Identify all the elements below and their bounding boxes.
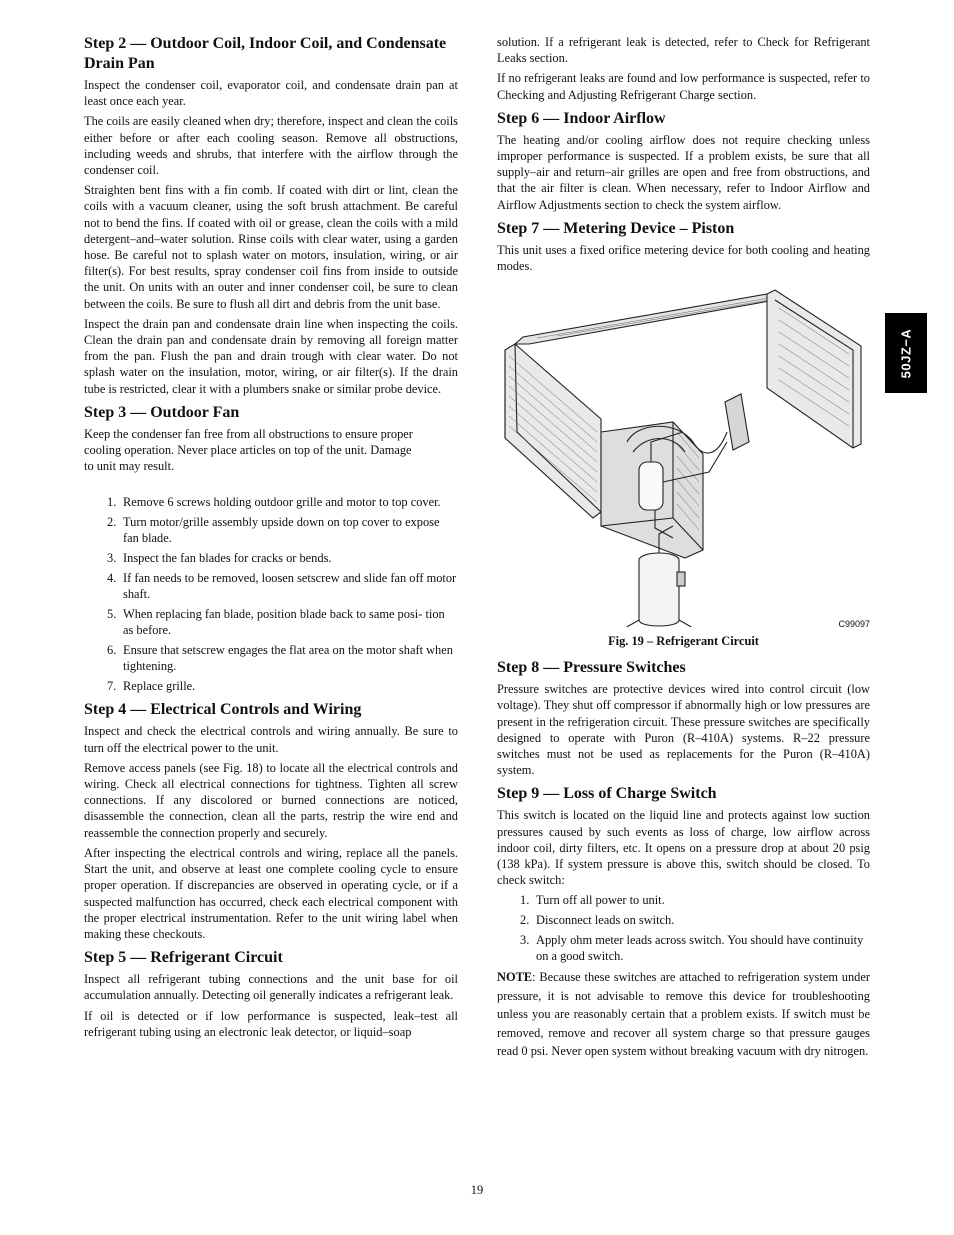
step2-paragraph-1: Inspect the condenser coil, evaporator coil, and condensate drain pan at least once each year. xyxy=(84,78,458,109)
step9-list xyxy=(497,892,870,964)
step3-paragraph-1: Keep the condenser fan free from all obstructions to ensure proper cooling operation. Never place articles on top of the unit. Damage to unit may result. xyxy=(84,426,413,474)
step2-paragraph-3: Straighten bent fins with a fin comb. If coated with dirt or lint, clean the coils with a vacuum cleaner, using the soft brush attachment. Be careful not to bend the fins. If coated with oil or grease, clean the coils with a mild detergent–and–water solution. Rinse coils with clear water, using a garden hose. Be careful not to splash water on motors, insulation, wiring, or air filter(s). For best results, spray condenser coil fins from inside to outside the unit. On units with an outer and inner condenser coil, be sure to clean between the coils. Be sure to flush all dirt and debris from the unit base. xyxy=(84,183,458,311)
note-label: NOTE xyxy=(497,970,533,985)
step3-list xyxy=(84,494,458,694)
step6-paragraph-1: The heating and/or cooling airflow does not require checking unless improper performance is suspected. If a problem exists, be sure that all supply–air and return–air grilles are open and free from obstructions, and that the air filter is clean. When necessary, refer to Indoor Airflow and Airflow Adjustments section to check the system airflow. xyxy=(497,132,870,212)
step8-paragraph-1: Pressure switches are protective devices wired into control circuit (low voltage). They shut off compressor if abnormally high or low pressures are present in the refrigeration circuit. These pressure switches are specifically designed to operate with Puron (R–410A) systems. R–22 pressure switches must not be used as replacements for the Puron (R–410A) system. xyxy=(497,682,870,778)
step5-paragraph-2-continued: solution. If a refrigerant leak is detected, refer to Check for Refrigerant Leaks section. xyxy=(497,35,870,66)
step5-heading: Step 5 — Refrigerant Circuit xyxy=(84,949,283,967)
step3-heading: Step 3 — Outdoor Fan xyxy=(84,403,240,421)
step4-paragraph-3: After inspecting the electrical controls and wiring, replace all the panels. Start the unit, and observe at least one complete cooling cycle to ensure proper operation. If discrepancies are observed in operating cycle, or if a suspected malfunction has occurred, check each electrical component with the proper electrical instrumentation. Refer to the unit wiring label when making these checkouts. xyxy=(84,845,458,941)
step2-paragraph-2: The coils are easily cleaned when dry; therefore, inspect and clean the coils either before or after each cooling season. Remove all obstructions, including weeds and shrubs, that interfere with the airflow through the condenser coil. xyxy=(84,114,458,178)
model-label: 50JZ−A xyxy=(898,328,914,378)
step7-paragraph-1: This unit uses a fixed orifice metering device for both cooling and heating modes. xyxy=(497,242,870,274)
step5-paragraph-3: If no refrigerant leaks are found and low performance is suspected, refer to Checking and Adjusting Refrigerant Charge section. xyxy=(497,71,870,102)
step5-paragraph-2: If oil is detected or if low performance is suspected, leak–test all refrigerant tubing using an electronic leak detector, or liquid–soap xyxy=(84,1008,458,1039)
refrigerant-circuit-illustration xyxy=(497,282,870,630)
left-column xyxy=(84,34,458,1044)
list-item: 2. Turn motor/grille assembly upside down on top cover to expose fan blade. xyxy=(107,515,440,546)
step4-paragraph-1: Inspect and check the electrical controls and wiring annually. Be sure to turn off the electrical power to the unit. xyxy=(84,724,458,755)
step9-heading: Step 9 — Loss of Charge Switch xyxy=(497,785,717,803)
step6-heading: Step 6 — Indoor Airflow xyxy=(497,109,666,127)
step4-heading: Step 4 — Electrical Controls and Wiring xyxy=(84,701,362,719)
list-item: 4. If fan needs to be removed, loosen setscrew and slide fan off motor shaft. xyxy=(107,571,457,602)
list-item: 1. Turn off all power to unit. xyxy=(520,893,665,908)
figure-caption: Fig. 19 – Refrigerant Circuit xyxy=(608,634,759,649)
list-item: 3. Inspect the fan blades for cracks or bends. xyxy=(107,551,332,566)
figure-code: C99097 xyxy=(838,619,870,630)
refrigerant-circuit-figure xyxy=(497,282,870,652)
list-item: 6. Ensure that setscrew engages the flat area on the motor shaft when tightening. xyxy=(107,643,453,674)
step2-paragraph-4: Inspect the drain pan and condensate drain line when inspecting the coils. Clean the drain pan and condensate drain by removing all foreign matter from the pan. Flush the pan and drain trough with clear water. Do not splash water on the insulation, motor, wiring, or air filter(s). If the drain tube is restricted, clear it with a plumbers snake or similar probe device. xyxy=(84,316,458,396)
step9-paragraph-1: This switch is located on the liquid line and protects against low suction pressures caused by such events as loss of charge, low airflow across indoor coil, dirty filters, etc. It opens on a pressure drop at about 20 psig (138 kPa). If system pressure is above this, switch should be closed. To check switch: xyxy=(497,808,870,888)
list-item: 7. Replace grille. xyxy=(107,679,196,694)
note-text: : Because these switches are attached to refrigeration system under pressure, it is not advisable to remove this device for troubleshooting unless you are reasonably certain that a problem exists. If switch must be removed, remove and recover all system charge so that pressure gauges read 0 psi. Never open system without breaking vacuum with dry nitrogen. xyxy=(497,970,870,1059)
step7-heading: Step 7 — Metering Device – Piston xyxy=(497,219,735,237)
list-item: 2. Disconnect leads on switch. xyxy=(520,913,675,928)
note-paragraph xyxy=(497,968,870,1061)
right-column xyxy=(497,34,870,1065)
step8-heading: Step 8 — Pressure Switches xyxy=(497,659,686,677)
list-item: 1. Remove 6 screws holding outdoor grille and motor to top cover. xyxy=(107,495,441,510)
step2-heading: Step 2 — Outdoor Coil, Indoor Coil, and Condensate Drain Pan xyxy=(84,35,447,72)
model-side-tab xyxy=(885,313,927,393)
list-item: 5. When replacing fan blade, position blade back to same posi- tion as before. xyxy=(107,607,445,638)
step5-paragraph-1: Inspect all refrigerant tubing connections and the unit base for oil accumulation annually. Detecting oil generally indicates a refrigerant leak. xyxy=(84,972,458,1003)
page-number: 19 xyxy=(470,1183,484,1197)
step4-paragraph-2: Remove access panels (see Fig. 18) to locate all the electrical controls and wiring. Check all electrical connections for tightness. Tighten all screw connections. If any discolored or burned connections are noticed, disassemble the connection, clean all the parts, restrip the wire end and reassemble the connection properly and securely. xyxy=(84,760,458,840)
list-item: 3. Apply ohm meter leads across switch. You should have continuity on a good switch. xyxy=(520,933,864,964)
